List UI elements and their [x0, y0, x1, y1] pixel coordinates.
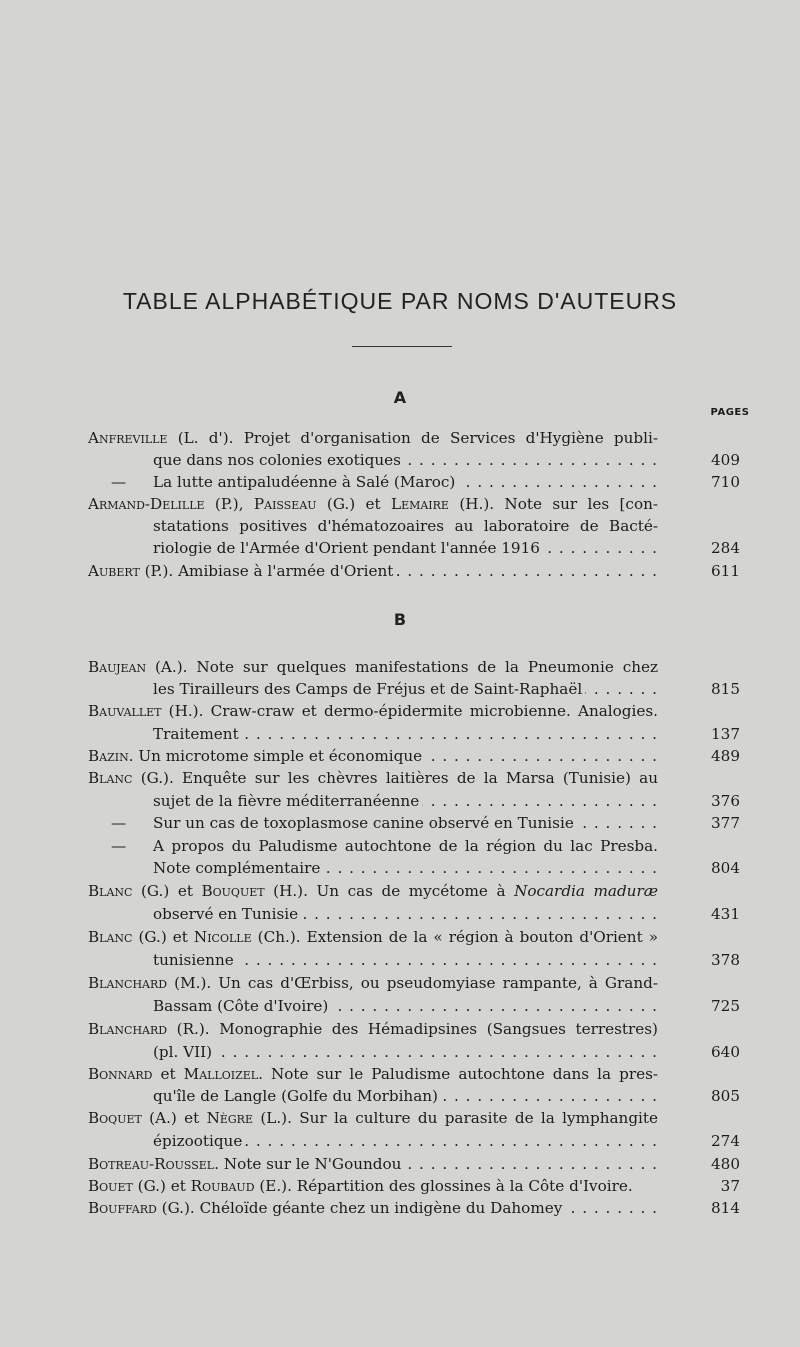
section-letter-b: B: [393, 610, 407, 629]
page-number: 480: [711, 1155, 740, 1173]
entry-line: statations positives d'hématozoaires au laboratoire de Bacté-: [153, 517, 658, 535]
page-number: 804: [711, 859, 740, 877]
page-number: 137: [711, 725, 740, 743]
entry-line: épizootique . . .: [153, 1130, 658, 1152]
page-number: 710: [711, 473, 740, 491]
page-number: 814: [711, 1199, 740, 1217]
page-number: 805: [711, 1087, 740, 1105]
author-name: Anfreville: [88, 429, 168, 447]
pages-column-header: PAGES: [710, 407, 750, 418]
entry-line: qu'île de Langle (Golfe du Morbihan) . . .: [153, 1085, 658, 1107]
page-number: 376: [711, 792, 740, 810]
entry-line: Blanchard (R.). Monographie des Hémadipsines (Sangsues terrestres): [88, 1020, 658, 1038]
title-rule: [352, 346, 452, 347]
entry-line: Boquet (A.) et Nègre (L.). Sur la culture du parasite de la lymphangite: [88, 1109, 658, 1127]
entry-line: — La lutte antipaludéenne à Salé (Maroc) . . .: [111, 471, 658, 493]
page-number: 815: [711, 680, 740, 698]
page-number: 284: [711, 539, 740, 557]
entry-line: riologie de l'Armée d'Orient pendant l'année 1916 . . .: [153, 537, 658, 559]
entry-line: Baujean (A.). Note sur quelques manifestations de la Pneumonie chez: [88, 658, 658, 676]
page-number: 611: [711, 562, 740, 580]
entry-line: que dans nos colonies exotiques . . .: [153, 449, 658, 471]
entry-line: sujet de la fièvre méditerranéenne . . .: [153, 790, 658, 812]
entry-line: Blanc (G.). Enquête sur les chèvres laitières de la Marsa (Tunisie) au: [88, 769, 658, 787]
section-letter-a: A: [393, 388, 407, 407]
page-number: 378: [711, 951, 740, 969]
entry-line: Anfreville (L. d'). Projet d'organisation de Services d'Hygiène publi-: [88, 429, 658, 447]
entry-line: Armand-Delille (P.), Paisseau (G.) et Lemaire (H.). Note sur les [con-: [88, 495, 658, 513]
page-number: 377: [711, 814, 740, 832]
page-number: 409: [711, 451, 740, 469]
page-number: 489: [711, 747, 740, 765]
entry-line: Bauvallet (H.). Craw-craw et dermo-épidermite microbienne. Analogies.: [88, 702, 658, 720]
page-number: 640: [711, 1043, 740, 1061]
entry-line: — Sur un cas de toxoplasmose canine observé en Tunisie . . .: [111, 812, 658, 834]
page-title: TABLE ALPHABÉTIQUE PAR NOMS D'AUTEURS: [122, 288, 678, 314]
page-number: 725: [711, 997, 740, 1015]
entry-line: Bouffard (G.). Chéloïde géante chez un indigène du Dahomey . . .: [88, 1197, 658, 1219]
entry-line: Bonnard et Malloizel. Note sur le Paludisme autochtone dans la pres-: [88, 1065, 658, 1083]
entry-line: — A propos du Paludisme autochtone de la région du lac Presba.: [111, 837, 658, 855]
entry-line: Traitement . . .: [153, 723, 658, 745]
entry-line: Blanc (G.) et Nicolle (Ch.). Extension de la « région à bouton d'Orient »: [88, 928, 658, 946]
entry-line: observé en Tunisie . . .: [153, 903, 658, 925]
entry-line: Bazin. Un microtome simple et économique . . .: [88, 745, 658, 767]
entry-line: (pl. VII) . . .: [153, 1041, 658, 1063]
entry-line: Botreau-Roussel. Note sur le N'Goundou . . .: [88, 1153, 658, 1175]
entry-line: Aubert (P.). Amibiase à l'armée d'Orient . . .: [88, 560, 658, 582]
page-number: 37: [720, 1177, 740, 1195]
page-number: 274: [711, 1132, 740, 1150]
entry-line: Bassam (Côte d'Ivoire) . . .: [153, 995, 658, 1017]
entry-line: Blanchard (M.). Un cas d'Œrbiss, ou pseudomyiase rampante, à Grand-: [88, 974, 658, 992]
entry-line: Note complémentaire . . .: [153, 857, 658, 879]
entry-line: Blanc (G.) et Bouquet (H.). Un cas de mycétome à Nocardia maduræ: [88, 882, 658, 900]
entry-line: les Tirailleurs des Camps de Fréjus et de Saint-Raphaël . . .: [153, 678, 658, 700]
entry-line: Bouet (G.) et Roubaud (E.). Répartition des glossines à la Côte d'Ivoire.: [88, 1177, 633, 1195]
page-number: 431: [711, 905, 740, 923]
entry-line: tunisienne . . .: [153, 949, 658, 971]
